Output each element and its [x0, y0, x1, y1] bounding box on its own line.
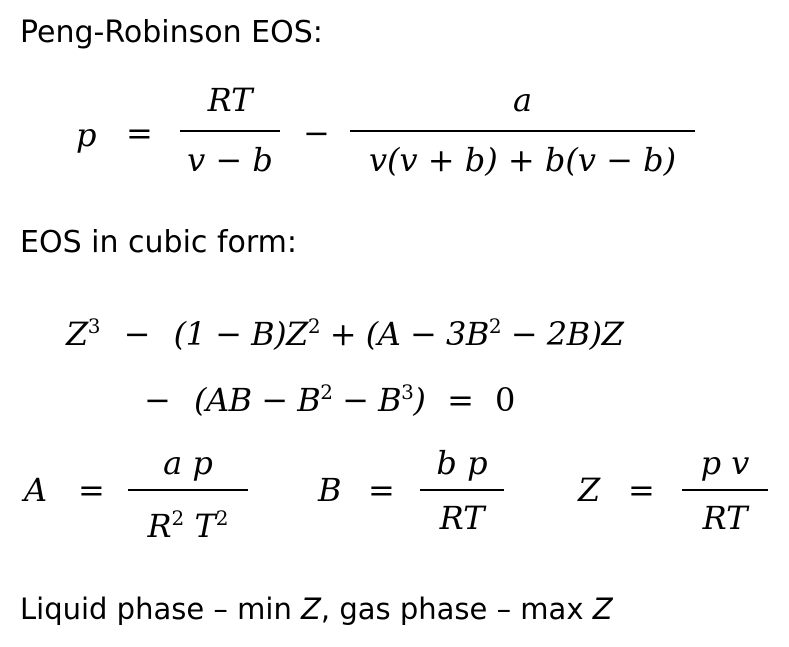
def-z-bar	[682, 489, 768, 491]
pr-frac2-bar	[350, 130, 695, 132]
def-a-numerator: a p	[163, 444, 213, 482]
def-a-den-t: T	[194, 507, 216, 545]
def-a-den-r-exp: 2	[171, 506, 185, 530]
heading-cubic-form: EOS in cubic form:	[20, 225, 298, 260]
pr-lhs: p	[76, 116, 97, 154]
pr-frac1-numerator: RT	[207, 81, 253, 119]
cubic-term3a: + (A − 3B	[329, 315, 489, 353]
cubic-op1: −	[123, 315, 150, 353]
def-a-bar	[128, 489, 248, 491]
cubic-z3-exp: 3	[87, 314, 100, 338]
def-z-denominator: RT	[702, 499, 748, 537]
def-b-lhs: B	[318, 471, 342, 509]
cubic-line2-t2-exp: 3	[401, 380, 414, 404]
def-a-denominator	[128, 498, 248, 546]
heading-peng-robinson: Peng-Robinson EOS:	[20, 15, 323, 50]
pr-minus: −	[303, 114, 330, 152]
cubic-line2-t1-exp: 2	[320, 380, 333, 404]
def-a-den-t-exp: 2	[215, 506, 229, 530]
cubic-line2-op: −	[144, 381, 171, 419]
cubic-line2-t3: )	[413, 381, 426, 419]
def-b-bar	[420, 489, 504, 491]
pr-frac1-denominator: v − b	[187, 141, 273, 179]
pr-frac2-numerator: a	[512, 81, 533, 119]
cubic-line2-t1: (AB − B	[193, 381, 321, 419]
cubic-term2: (1 − B)Z	[173, 315, 308, 353]
cubic-line2-eq: =	[447, 381, 474, 419]
cubic-term2-exp: 2	[307, 314, 321, 338]
def-a-den-r: R	[147, 507, 172, 545]
footer-part2: , gas phase – max	[320, 592, 593, 626]
def-a-eq: =	[78, 471, 105, 509]
cubic-line-1	[66, 306, 623, 354]
pr-frac2-denominator: v(v + b) + b(v − b)	[368, 141, 677, 179]
def-z-lhs: Z	[578, 471, 601, 509]
def-z-eq: =	[628, 471, 655, 509]
footer-z-max: Z	[592, 592, 613, 626]
cubic-line2-rhs: 0	[495, 381, 515, 419]
cubic-term3b: − 2B)Z	[510, 315, 624, 353]
def-b-numerator: b p	[436, 444, 488, 482]
footer-note	[20, 592, 613, 626]
footer-z-min: Z	[301, 592, 321, 626]
def-a-lhs: A	[24, 471, 48, 509]
pr-equals: =	[126, 114, 153, 152]
cubic-line-2	[144, 372, 515, 420]
cubic-term3-exp: 2	[488, 314, 502, 338]
footer-part1: Liquid phase – min	[20, 592, 302, 626]
pr-frac1-bar	[180, 130, 280, 132]
def-z-numerator: p v	[700, 444, 750, 482]
cubic-z3: Z	[66, 315, 88, 353]
cubic-line2-t2: − B	[342, 381, 402, 419]
def-b-denominator: RT	[439, 499, 485, 537]
def-b-eq: =	[368, 471, 395, 509]
